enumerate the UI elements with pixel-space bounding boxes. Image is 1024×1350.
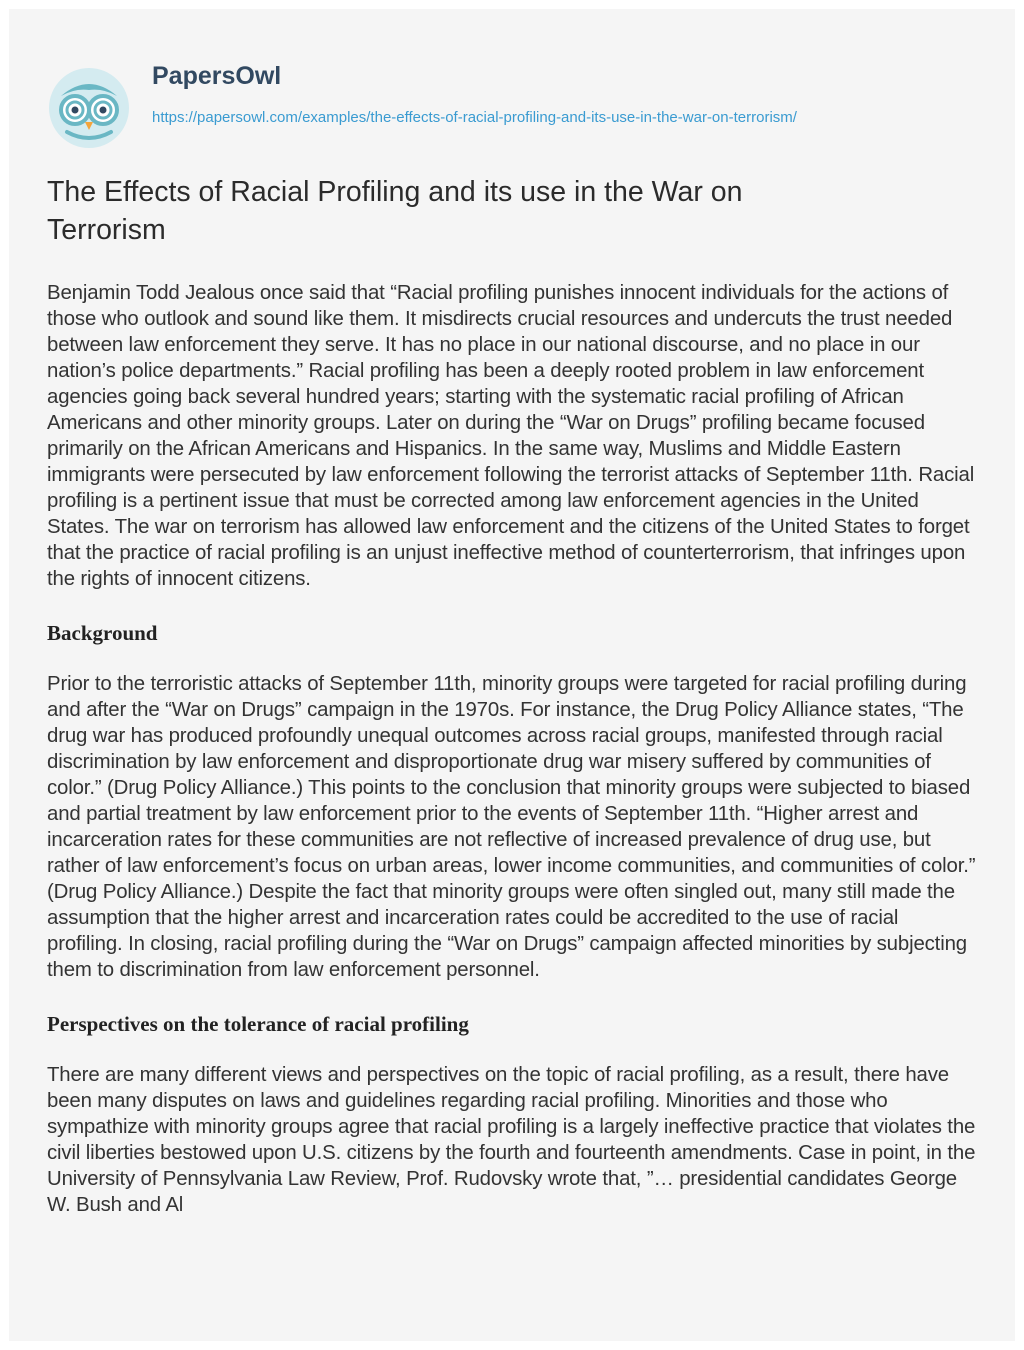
document-body bbox=[47, 280, 977, 1246]
section-heading-background: Background bbox=[47, 621, 158, 645]
document-page bbox=[9, 9, 1015, 1341]
section-heading-perspectives: Perspectives on the tolerance of racial profiling bbox=[47, 1012, 469, 1036]
section-paragraph-background: Prior to the terroristic attacks of September 11th, minority groups were targeted for racial profiling during and after the “War on Drugs” campaign in the 1970s. For instance, the Drug Policy Alliance states, “The drug war has produced profoundly unequal outcomes across racial groups, manifested through racial discrimination by law enforcement and disproportionate drug war misery suffered by communities of color.” (Drug Policy Alliance.) This points to the conclusion that minority groups were subjected to biased and partial treatment by law enforcement prior to the events of September 11th. “Higher arrest and incarceration rates for these communities are not reflective of increased prevalence of drug use, but rather of law enforcement’s focus on urban areas, lower income communities, and communities of color.” (Drug Policy Alliance.) Despite the fact that minority groups were often singled out, many still made the assumption that the higher arrest and incarceration rates could be accredited to the use of racial profiling. In closing, racial profiling during the “War on Drugs” campaign affected minorities by subjecting them to discrimination from law enforcement personnel. bbox=[47, 673, 976, 981]
section-paragraph-perspectives: There are many different views and perspectives on the topic of racial profiling, as a result, there have been many disputes on laws and guidelines regarding racial profiling. Minorities and those who sympathize with minority groups agree that racial profiling is a largely ineffective practice that violates the civil liberties bestowed upon U.S. citizens by the fourth and fourteenth amendments. Case in point, in the University of Pennsylvania Law Review, Prof. Rudovsky wrote that, ”… presidential candidates George W. Bush and Al bbox=[47, 1064, 976, 1216]
intro-paragraph: Benjamin Todd Jealous once said that “Racial profiling punishes innocent individuals for the actions of those who outlook and sound like them. It misdirects crucial resources and undercuts the trust needed between law enforcement they serve. It has no place in our national discourse, and no place in our nation’s police departments.” Racial profiling has been a deeply rooted problem in law enforcement agencies going back several hundred years; starting with the systematic racial profiling of African Americans and other minority groups. Later on during the “War on Drugs” profiling became focused primarily on the African Americans and Hispanics. In the same way, Muslims and Middle Eastern immigrants were persecuted by law enforcement following the terrorist attacks of September 11th. Racial profiling is a pertinent issue that must be corrected among law enforcement agencies in the United States. The war on terrorism has allowed law enforcement and the citizens of the United States to forget that the practice of racial profiling is an unjust ineffective method of counterterrorism, that infringes upon the rights of innocent citizens. bbox=[47, 282, 975, 590]
owl-icon bbox=[47, 66, 131, 150]
document-title: The Effects of Racial Profiling and its use in the War on Terrorism bbox=[47, 176, 743, 246]
document-header bbox=[9, 9, 1015, 169]
source-url-link[interactable]: https://papersowl.com/examples/the-effects-of-racial-profiling-and-its-use-in-the-war-on-terrorism/ bbox=[152, 109, 797, 126]
brand-name: PapersOwl bbox=[152, 62, 282, 90]
